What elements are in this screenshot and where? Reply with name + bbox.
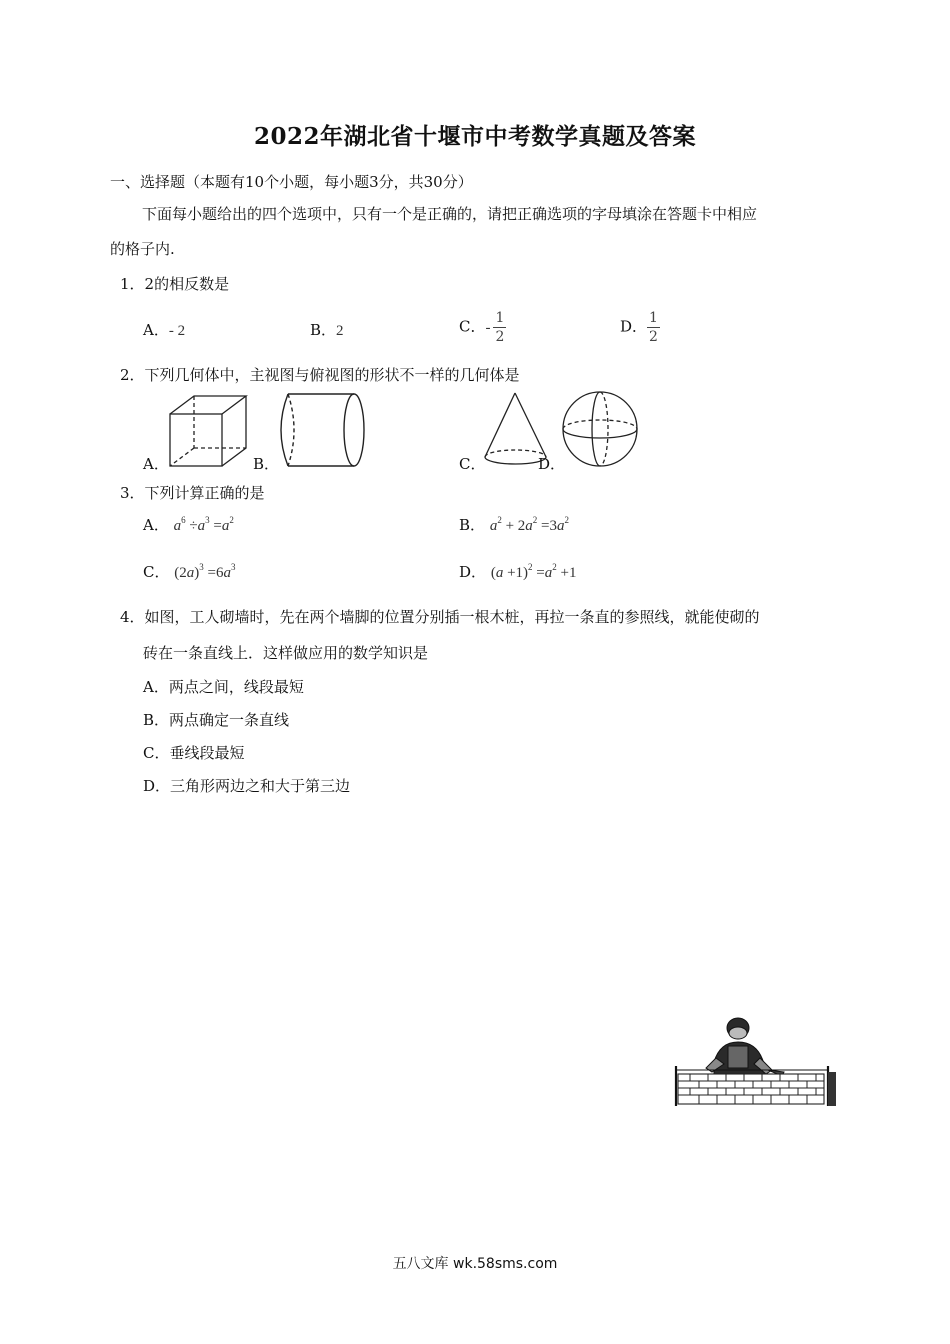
cylinder-figure bbox=[276, 390, 368, 470]
q4-option-c[interactable]: C．垂线段最短 bbox=[143, 744, 245, 762]
q2-option-b-label[interactable]: B． bbox=[253, 455, 280, 473]
q4-option-a[interactable]: A．两点之间，线段最短 bbox=[143, 678, 304, 696]
bricklayer-illustration bbox=[672, 1014, 840, 1108]
q1-option-c-label: C． bbox=[459, 317, 486, 336]
q4-stem-line-1: 4．如图，工人砌墙时，先在两个墙脚的位置分别插一根木桩，再拉一条直的参照线，就能使砌的 bbox=[120, 608, 760, 626]
cube-figure bbox=[166, 392, 252, 468]
q1-option-a-label: A． bbox=[143, 321, 169, 339]
q1-option-d[interactable] bbox=[620, 309, 660, 346]
q2-option-d-label[interactable]: D． bbox=[538, 455, 566, 473]
q1-option-c-denominator: 2 bbox=[495, 329, 505, 345]
q4-option-b[interactable]: B．两点确定一条直线 bbox=[143, 711, 290, 729]
q3-option-b-expression: $a^2 + 2a^2 =3a^2$ bbox=[489, 515, 569, 534]
q1-stem: 1．2的相反数是 bbox=[120, 275, 230, 293]
q1-option-d-label: D． bbox=[620, 317, 648, 336]
q1-option-a[interactable] bbox=[143, 319, 185, 340]
q3-option-a[interactable] bbox=[143, 514, 234, 535]
q4-option-d[interactable]: D．三角形两边之和大于第三边 bbox=[143, 777, 351, 795]
q3-option-c-expression: $(2a)^3 =6a^3$ bbox=[174, 562, 236, 581]
footer-watermark: 五八文库 wk.58sms.com bbox=[392, 1256, 558, 1272]
q4-stem-line-2: 砖在一条直线上．这样做应用的数学知识是 bbox=[143, 644, 429, 662]
instruction-line-1: 下面每小题给出的四个选项中，只有一个是正确的，请把正确选项的字母填涂在答题卡中相应 bbox=[142, 205, 758, 223]
q3-option-c[interactable] bbox=[143, 561, 235, 582]
q1-option-d-fraction bbox=[647, 309, 660, 346]
page-title: 2022年湖北省十堰市中考数学真题及答案 bbox=[253, 123, 696, 150]
q3-option-d[interactable] bbox=[459, 561, 576, 582]
q1-option-d-numerator: 1 bbox=[649, 310, 658, 326]
q1-option-b-value: 2 bbox=[336, 323, 344, 339]
q3-option-c-label: C． bbox=[143, 563, 170, 581]
q3-option-b-label: B． bbox=[459, 516, 486, 534]
section-heading: 一、选择题（本题有10个小题，每小题3分，共30分） bbox=[110, 173, 473, 191]
q1-option-c[interactable] bbox=[459, 309, 506, 346]
q1-option-c-fraction bbox=[493, 309, 506, 346]
q1-option-c-sign: - bbox=[485, 319, 491, 336]
q2-stem: 2．下列几何体中，主视图与俯视图的形状不一样的几何体是 bbox=[120, 366, 520, 384]
instruction-line-2: 的格子内. bbox=[110, 240, 175, 258]
q3-option-d-label: D． bbox=[459, 563, 487, 581]
q3-option-d-expression: $(a +1)^2 =a^2 +1$ bbox=[490, 562, 577, 581]
q3-option-b[interactable] bbox=[459, 514, 569, 535]
q2-option-c-label[interactable]: C． bbox=[459, 455, 486, 473]
q1-option-c-numerator: 1 bbox=[495, 310, 505, 326]
q1-option-b-label: B． bbox=[310, 321, 337, 339]
q1-option-b[interactable] bbox=[310, 319, 344, 340]
q3-option-a-label: A． bbox=[143, 516, 169, 534]
q2-option-a-label[interactable]: A． bbox=[143, 455, 169, 473]
q3-option-a-expression: $a^6 \div a^3 =a^2$ bbox=[173, 515, 234, 534]
q1-option-d-denominator: 2 bbox=[649, 329, 658, 345]
sphere-figure bbox=[560, 389, 640, 469]
q1-option-a-value: - 2 bbox=[168, 323, 186, 339]
q3-stem: 3．下列计算正确的是 bbox=[120, 484, 265, 502]
